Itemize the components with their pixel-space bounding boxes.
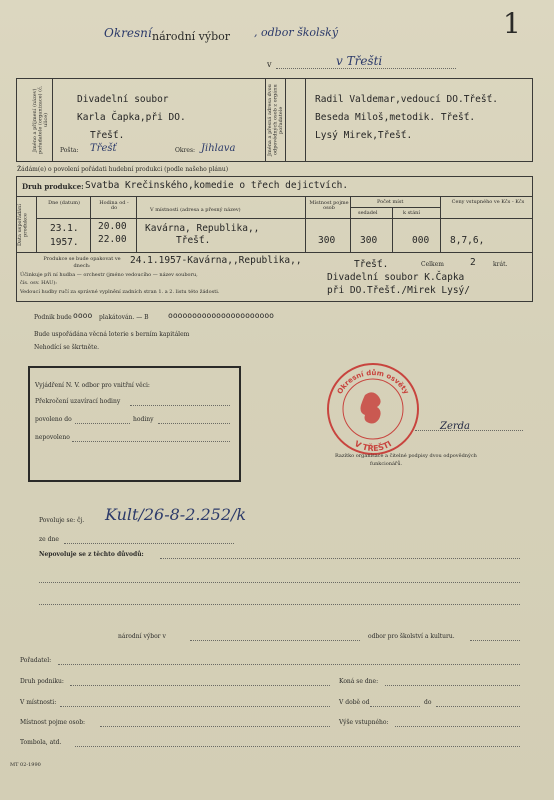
kona-se-dne-label: Koná se dne: <box>339 678 379 685</box>
row-date: 23.1. <box>50 223 79 234</box>
form-code: MT 02-1990 <box>10 762 41 768</box>
header-v-label: v <box>267 60 272 69</box>
applicant-name-line-2: Karla Čapka,při DO. <box>77 112 186 123</box>
col-pocet-mist: Počet míst <box>377 199 404 205</box>
performers-value-1: Divadelní soubor K.Čapka <box>327 272 465 283</box>
druh-produkce-label: Druh produkce: <box>22 182 84 191</box>
row-seats: 300 <box>360 235 378 246</box>
col-ceny: Ceny vstupného ve Kčs - Kčs <box>451 199 525 205</box>
row-time-from: 20.00 <box>98 221 127 232</box>
header-v-line <box>276 68 456 69</box>
nv-box-line-1: Překročení uzavírací hodiny <box>35 398 121 405</box>
loterie-text: Bude uspořádána věcná loterie s berním kapitálem <box>34 331 190 338</box>
col-mistnost: V místnosti (adresa a přesný název) <box>150 207 241 213</box>
stamp-seal <box>325 361 421 457</box>
performers-label-2: čís. osv. HAU): <box>20 280 57 286</box>
col-k-stani: k stání <box>403 210 420 216</box>
responsible-line-1: Radil Valdemar,vedoucí DO.Třešť. <box>315 94 499 105</box>
col-den: Dne (datum) <box>48 200 80 206</box>
mistnost-pojme-label: Místnost pojme osob: <box>20 719 86 726</box>
okres-value: Jihlava <box>201 143 236 154</box>
performers-value-2: při DO.Třešť./Mirek Lysý/ <box>327 285 470 296</box>
celkem-label: Celkem <box>421 261 444 268</box>
bottom-nv-label: národní výbor v <box>118 633 166 640</box>
handwritten-okresni: Okresní <box>104 26 152 40</box>
bottom-odbor-label: odbor pro školství a kulturu. <box>368 633 455 640</box>
handwritten-v-tresti: v Třešti <box>336 54 383 68</box>
handwritten-department: , odbor školský <box>254 26 339 39</box>
signature: Zerda <box>440 421 471 432</box>
stamp-caption-2: funkcionářů. <box>370 461 403 467</box>
v-dobe-od-label: V době od <box>339 699 370 706</box>
request-text: Žádám(e) o povolení pořádati hudební produkci (podle našeho plánu) <box>17 166 229 173</box>
tombola-label: Tombola, atd. <box>20 739 62 746</box>
applicant-name-line-3: Třešť. <box>90 130 125 141</box>
vyse-vstupneho-label: Výše vstupného: <box>339 719 389 726</box>
row-standing: 000 <box>412 235 430 246</box>
stamp-top-text: Okresní dům osvěty <box>335 368 411 396</box>
druh-produkce-value: Svatba Krečinského,komedie o třech dejictvích. <box>85 180 349 191</box>
col-hodina: Hodina od - do <box>99 200 129 211</box>
nv-box-line-2a: povoleno do <box>35 416 72 423</box>
repeat-label: Produkce se bude opakovat ve dnech: <box>43 256 121 269</box>
nv-box-line-3: nepovoleno <box>35 434 70 441</box>
nv-box-line-2b: hodiny <box>133 416 154 423</box>
responsible-line-2: Beseda Miloš,metodik. Třešť. <box>315 112 476 123</box>
lion-emblem-icon <box>361 392 381 423</box>
page-number: 1 <box>503 7 521 40</box>
repeat-value: 24.1.1957-Kavárna,,Republika,, <box>130 255 302 266</box>
povoluje-value: Kult/26-8-2.252/k <box>105 505 247 524</box>
stamp-bottom-text: V TŘEŠTI <box>352 439 394 454</box>
podnik-overtype-1: oooo <box>73 311 93 320</box>
posta-label: Pošta: <box>60 147 79 154</box>
celkem-value: 2 <box>470 257 476 268</box>
row-time-to: 22.00 <box>98 234 127 245</box>
v-mistnosti-label: V místnosti: <box>20 699 57 706</box>
col-mistnost-pojme: Místnost pojme osob <box>309 200 349 211</box>
row-year: 1957. <box>50 237 79 248</box>
nepovoluje-label: Nepovoluje se z těchto důvodů: <box>39 551 144 558</box>
stamp-caption-1: Razítko organisace a čitelné podpisy dvou odpovědných <box>335 453 477 459</box>
nehodici-text: Nehodící se škrtněte. <box>34 344 100 351</box>
responsible-line-3: Lysý Mirek,Třešť. <box>315 130 413 141</box>
row-prices: 8,7,6, <box>450 235 485 246</box>
podnik-overtype-2: oooooooooooooooooooooo <box>168 311 274 320</box>
row-capacity: 300 <box>318 235 336 246</box>
krat-label: krát. <box>493 261 508 268</box>
podnik-label: Podnik bude <box>34 314 72 321</box>
okres-label: Okres: <box>175 147 196 154</box>
row-town: Třešť. <box>176 235 211 246</box>
povoluje-label: Povoluje se: čj. <box>39 517 85 524</box>
performers-label-1: Účinkuje při ní hudba — orchestr (jméno vedoucího — název souboru, <box>20 272 198 278</box>
posta-value: Třešť <box>90 143 117 154</box>
row-place: Kavárna, Republika,, <box>145 223 260 234</box>
do-label: do <box>424 699 432 706</box>
applicant-name-line-1: Divadelní soubor <box>77 94 169 105</box>
responsible-side-label: Jména a přesná adresa dvou odpovědných osob z orgánu pořadatele <box>267 84 284 156</box>
col-sedadel: sedadel <box>358 210 378 216</box>
applicant-side-label: Jméno a příjmení (název) pořadatele (organizace) (č. ulice) <box>32 85 49 155</box>
druh-podniku-label: Druh podniku: <box>20 678 64 685</box>
production-side-label: Data uspořádání produkce <box>17 204 29 246</box>
nv-box-title: Vyjádření N. V. odbor pro vnitřní věci: <box>35 382 150 389</box>
ze-dne-label: ze dne <box>39 536 59 543</box>
podnik-label-2: plakátován. — B <box>99 314 149 321</box>
repeat-town: Třešť. <box>354 259 389 270</box>
header-title: národní výbor <box>152 30 231 43</box>
poradatel-label: Pořadatel: <box>20 657 52 664</box>
performers-label-3: Vedoucí hudby ručí za správné vyplnění zadních stran 1. a 2. listu této žádosti. <box>20 289 220 295</box>
